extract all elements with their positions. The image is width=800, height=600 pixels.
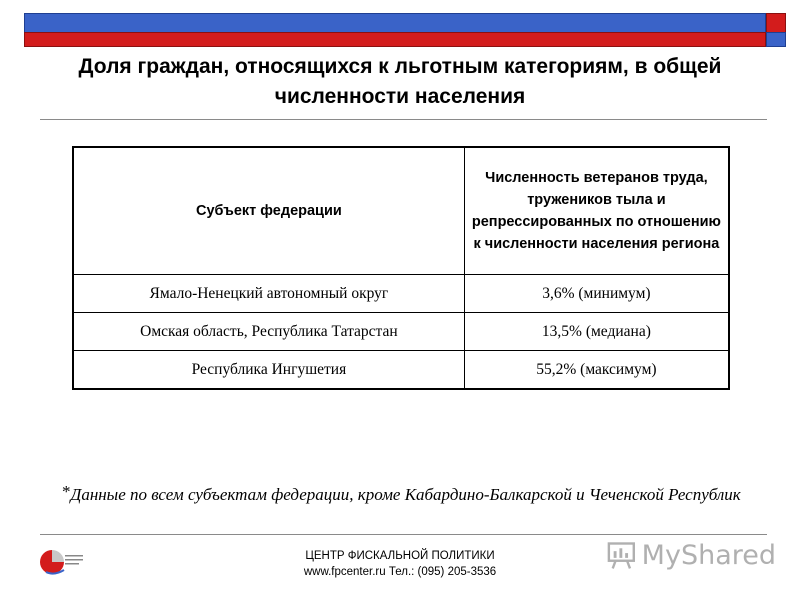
center-logo <box>38 546 84 578</box>
table-cell-subject: Ямало-Ненецкий автономный округ <box>73 275 464 313</box>
table-cell-share: 3,6% (минимум) <box>464 275 729 313</box>
header-bar-red <box>24 32 766 47</box>
watermark-text: MyShared <box>641 539 776 571</box>
footnote <box>62 480 742 507</box>
footer-contact: www.fpcenter.ru Тел.: (095) 205-3536 <box>303 566 497 578</box>
table-header-row <box>73 147 729 275</box>
header-square-red <box>766 13 786 33</box>
presentation-board-icon <box>606 539 637 571</box>
watermark <box>606 534 776 576</box>
footer-org-name: ЦЕНТР ФИСКАЛЬНОЙ ПОЛИТИКИ <box>305 550 495 562</box>
table-cell-subject: Омская область, Республика Татарстан <box>73 313 464 351</box>
footnote-text: Данные по всем субъектам федерации, кроме Кабардино-Балкарской и Чеченской Республик <box>70 485 741 504</box>
header-square-blue <box>766 32 786 47</box>
title-divider <box>40 119 767 120</box>
data-table <box>72 146 730 390</box>
footnote-mark: * <box>62 482 71 501</box>
footer <box>250 548 550 580</box>
column-header-share: Численность ветеранов труда, тружеников тыла и репрессированных по отношению к численности населения региона <box>464 147 729 275</box>
header-bar-blue <box>24 13 766 33</box>
logo-emblem-icon <box>38 546 84 578</box>
column-header-subject: Субъект федерации <box>73 147 464 275</box>
slide-title: Доля граждан, относящихся к льготным категориям, в общей численности населения <box>78 55 722 108</box>
table-row <box>73 313 729 351</box>
table-row <box>73 275 729 313</box>
table-cell-share: 13,5% (медиана) <box>464 313 729 351</box>
table-row <box>73 351 729 390</box>
table-cell-subject: Республика Ингушетия <box>73 351 464 390</box>
table-cell-share: 55,2% (максимум) <box>464 351 729 390</box>
